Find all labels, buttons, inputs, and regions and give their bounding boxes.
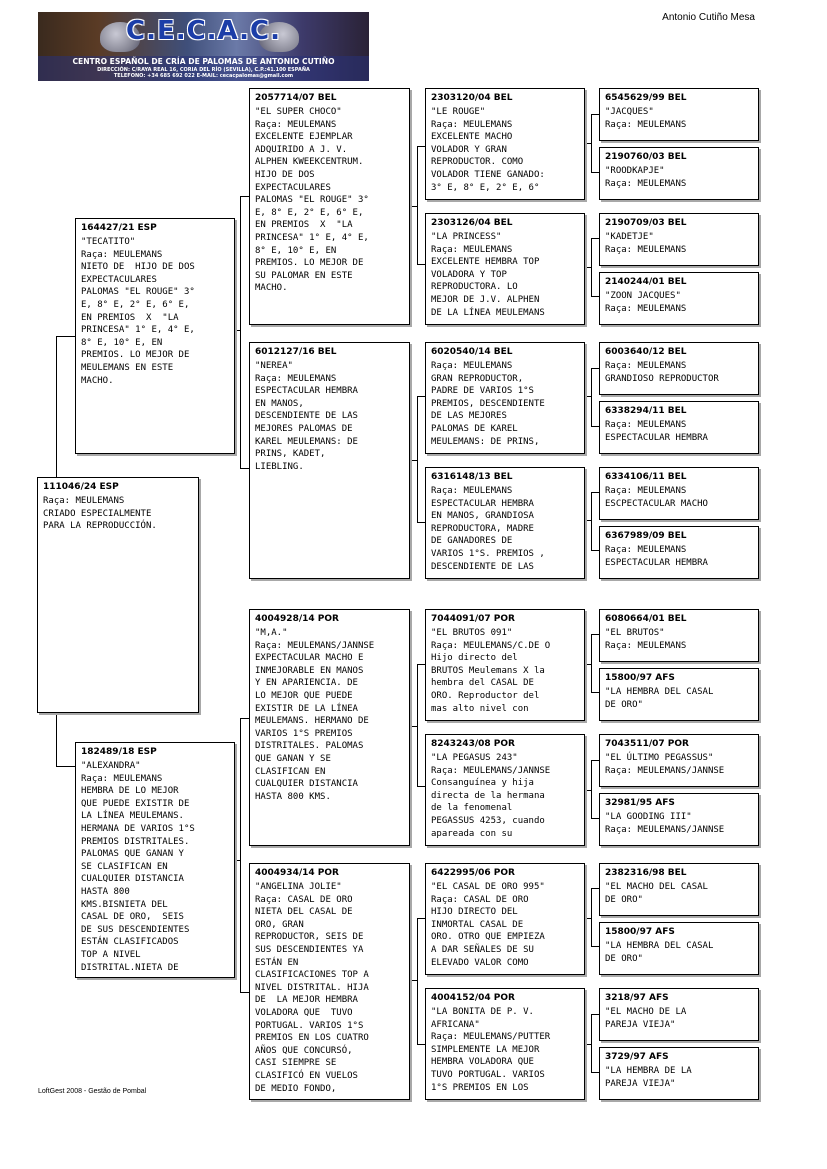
- ring-number: 6545629/99 BEL: [605, 93, 687, 103]
- pigeon-description: Raça: MEULEMANS ESCPECTACULAR MACHO: [605, 486, 708, 509]
- ring-number: 6080664/01 BEL: [605, 614, 687, 624]
- pedigree-card-ggparent[interactable]: [425, 213, 585, 325]
- connector: [591, 634, 599, 635]
- connector: [591, 492, 592, 550]
- pedigree-card-ggparent[interactable]: [425, 342, 585, 454]
- ring-number: 3218/97 AFS: [605, 993, 669, 1003]
- connector: [417, 664, 425, 665]
- pigeon-description: "ROODKAPJE" Raça: MEULEMANS: [605, 166, 687, 189]
- ring-number: 2057714/07 BEL: [255, 93, 337, 103]
- pigeon-description: Raça: MEULEMANS GRAN REPRODUCTOR, PADRE DE VARIOS 1°S PREMIOS, DESCENDIENTE DE LAS MEJORES PALOMAS DE KAREL MEULEMANS: DE PRINS,: [431, 361, 545, 447]
- ring-number: 2140244/01 BEL: [605, 277, 687, 287]
- pigeon-description: Raça: MEULEMANS CRIADO ESPECIALMENTE PARA LA REPRODUCCIÓN.: [43, 496, 157, 532]
- connector: [417, 918, 425, 919]
- ring-number: 7043511/07 POR: [605, 739, 689, 749]
- pigeon-description: "ALEXANDRA" Raça: MEULEMANS HEMBRA DE LO MEJOR QUE PUEDE EXISTIR DE LA LÍNEA MEULEMANS. HERMANA DE VARIOS 1°S PREMIOS DISTRITALES. PALOMAS QUE GANAN Y SE CLASIFICAN EN CUALQUIER DISTANCIA HASTA 800 KMS.BISNIETA DEL CASAL DE ORO, SEIS DE SUS DESCENDIENTES ESTÁN CLASIFICADOS TOP A NIVEL DISTRITAL.NIETA DE: [81, 761, 195, 973]
- connector: [591, 1014, 592, 1072]
- logo-phone: TELEFONO: +34 685 692 022 E-MAIL: cecacpalomas@gmail.com: [113, 73, 294, 79]
- pedigree-card-gggparent[interactable]: [599, 668, 759, 721]
- connector: [591, 888, 592, 946]
- ring-number: 6334106/11 BEL: [605, 472, 687, 482]
- pigeon-description: "LA HEMBRA DEL CASAL DE ORO": [605, 687, 714, 710]
- pigeon-description: "LA HEMBRA DEL CASAL DE ORO": [605, 941, 714, 964]
- pigeon-description: "EL MACHO DEL CASAL DE ORO": [605, 882, 708, 905]
- pigeon-description: "KADETJE" Raça: MEULEMANS: [605, 232, 687, 255]
- connector: [409, 980, 418, 981]
- connector: [584, 396, 592, 397]
- ring-number: 2190709/03 BEL: [605, 218, 687, 228]
- connector: [234, 860, 241, 861]
- pedigree-card-ggparent[interactable]: [425, 467, 585, 579]
- pigeon-description: "ZOON JACQUES" Raça: MEULEMANS: [605, 291, 687, 314]
- connector: [240, 468, 249, 469]
- connector: [56, 766, 75, 767]
- connector: [591, 818, 599, 819]
- pigeon-description: "LE ROUGE" Raça: MEULEMANS EXCELENTE MACHO VOLADOR Y GRAN REPRODUCTOR. COMO VOLADOR TIENE GANADO: 3° E, 8° E, 2° E, 6°: [431, 107, 545, 193]
- ring-number: 4004934/14 POR: [255, 868, 339, 878]
- ring-number: 15800/97 AFS: [605, 927, 675, 937]
- pigeon-description: "LA PEGASUS 243" Raça: MEULEMANS/JANNSE Consanguínea y hija directa de la hermana de la fenomenal PEGASSUS 4253, cuando apareada con su: [431, 753, 551, 839]
- connector: [240, 718, 249, 719]
- pedigree-card-ggparent[interactable]: [425, 863, 585, 975]
- pigeon-description: "EL CASAL DE ORO 995" Raça: CASAL DE ORO HIJO DIRECTO DEL INMORTAL CASAL DE ORO. OTRO QUE EMPIEZA A DAR SEÑALES DE SU ELEVADO VALOR COMO: [431, 882, 545, 968]
- pedigree-card-gggparent[interactable]: [599, 1047, 759, 1100]
- pedigree-card-gggparent[interactable]: [599, 147, 759, 200]
- pigeon-description: "EL ÚLTIMO PEGASSUS" Raça: MEULEMANS/JANNSE: [605, 753, 725, 776]
- pedigree-card-gggparent[interactable]: [599, 401, 759, 454]
- ring-number: 182489/18 ESP: [81, 747, 157, 757]
- pedigree-card-gggparent[interactable]: [599, 922, 759, 975]
- pigeon-description: "LA GOODING III" Raça: MEULEMANS/JANNSE: [605, 812, 725, 835]
- connector: [409, 460, 418, 461]
- pedigree-card-gggparent[interactable]: [599, 863, 759, 916]
- pigeon-description: "TECATITO" Raça: MEULEMANS NIETO DE HIJO DE DOS EXPECTACULARES PALOMAS "EL ROUGE" 3° E, 8° E, 2° E, 6° E, EN PREMIOS X "LA PRINCESA" 1° E, 4° E, 8° E, 10° E, EN PREMIOS. LO MEJOR DE MEULEMANS EN ESTE MACHO.: [81, 237, 195, 386]
- connector: [591, 296, 599, 297]
- ring-number: 4004152/04 POR: [431, 993, 515, 1003]
- ring-number: 6003640/12 BEL: [605, 347, 687, 357]
- pigeon-description: "EL BRUTOS 091" Raça: MEULEMANS/C.DE O Hijo directo del BRUTOS Meulemans X la hembra del CASAL DE ORO. Reproductor del mas alto nivel con: [431, 628, 551, 714]
- connector: [584, 267, 592, 268]
- connector: [417, 146, 425, 147]
- ring-number: 8243243/08 POR: [431, 739, 515, 749]
- connector: [409, 206, 418, 207]
- pigeon-description: "JACQUES" Raça: MEULEMANS: [605, 107, 687, 130]
- connector: [417, 918, 418, 1044]
- ring-number: 164427/21 ESP: [81, 223, 157, 233]
- connector: [56, 712, 57, 766]
- pedigree-card-gggparent[interactable]: [599, 213, 759, 266]
- pedigree-card-gggparent[interactable]: [599, 988, 759, 1041]
- ring-number: 2190760/03 BEL: [605, 152, 687, 162]
- pigeon-description: Raça: MEULEMANS ESPECTACULAR HEMBRA: [605, 420, 708, 443]
- pedigree-card-gggparent[interactable]: [599, 609, 759, 662]
- connector: [240, 992, 249, 993]
- ring-number: 6338294/11 BEL: [605, 406, 687, 416]
- pigeon-description: "EL SUPER CHOCO" Raça: MEULEMANS EXCELENTE EJEMPLAR ADQUIRIDO A J. V. ALPHEN KWEEKCENTRUM. HIJO DE DOS EXPECTACULARES PALOMAS "EL ROUGE" 3° E, 8° E, 2° E, 6° E, EN PREMIOS X "LA PRINCESA" 1° E, 4° E, 8° E, 10° E, EN PREMIOS. LO MEJOR DE SU PALOMAR EN ESTE MACHO.: [255, 107, 369, 294]
- pigeon-description: Raça: MEULEMANS ESPECTACULAR HEMBRA EN MANOS, GRANDIOSA REPRODUCTORA, MADRE DE GANADORES DE VARIOS 1°S. PREMIOS , DESCENDIENTE DE LAS: [431, 486, 545, 572]
- connector: [591, 888, 599, 889]
- pedigree-card-subject[interactable]: [37, 477, 199, 713]
- pedigree-card-ggparent[interactable]: [425, 734, 585, 846]
- pedigree-card-dam[interactable]: [75, 742, 235, 978]
- pigeon-description: "LA BONITA DE P. V. AFRICANA" Raça: MEULEMANS/PUTTER SIMPLEMENTE LA MEJOR HEMBRA VOLADORA QUE TUVO PORTUGAL. VARIOS 1°S PREMIOS EN LOS: [431, 1007, 551, 1093]
- connector: [417, 664, 418, 786]
- connector: [417, 1044, 425, 1045]
- connector: [584, 790, 592, 791]
- pedigree-card-gggparent[interactable]: [599, 88, 759, 141]
- connector: [417, 522, 425, 523]
- cecac-logo: [38, 12, 369, 81]
- pedigree-card-gggparent[interactable]: [599, 342, 759, 395]
- ring-number: 7044091/07 POR: [431, 614, 515, 624]
- connector: [234, 330, 241, 331]
- pigeon-description: Raça: MEULEMANS GRANDIOSO REPRODUCTOR: [605, 361, 719, 384]
- pedigree-card-ggparent[interactable]: [425, 609, 585, 721]
- connector: [417, 146, 418, 264]
- pigeon-description: "EL BRUTOS" Raça: MEULEMANS: [605, 628, 687, 651]
- connector: [584, 520, 592, 521]
- pigeon-description: "LA HEMBRA DE LA PAREJA VIEJA": [605, 1066, 692, 1089]
- pigeon-description: Raça: MEULEMANS ESPECTACULAR HEMBRA: [605, 545, 708, 568]
- ring-number: 6316148/13 BEL: [431, 472, 513, 482]
- connector: [591, 426, 599, 427]
- ring-number: 15800/97 AFS: [605, 673, 675, 683]
- pedigree-card-gggparent[interactable]: [599, 467, 759, 520]
- ring-number: 32981/95 AFS: [605, 798, 675, 808]
- connector: [591, 172, 599, 173]
- pedigree-card-ggparent[interactable]: [425, 988, 585, 1100]
- connector: [584, 664, 592, 665]
- pedigree-card-granddam-paternal[interactable]: [249, 342, 410, 579]
- pedigree-card-gggparent[interactable]: [599, 734, 759, 787]
- ring-number: 111046/24 ESP: [43, 482, 119, 492]
- connector: [591, 760, 599, 761]
- pedigree-card-sire[interactable]: [75, 218, 235, 454]
- pigeon-description: "NEREA" Raça: MEULEMANS ESPECTACULAR HEMBRA EN MANOS, DESCENDIENTE DE LAS MEJORES PALOMAS DE KAREL MEULEMANS: DE PRINS, KADET, LIEBLING.: [255, 361, 358, 472]
- connector: [56, 336, 57, 477]
- connector: [240, 196, 241, 468]
- connector: [591, 1072, 599, 1073]
- connector: [591, 238, 599, 239]
- pedigree-card-gggparent[interactable]: [599, 526, 759, 579]
- ring-number: 2303126/04 BEL: [431, 218, 513, 228]
- owner-name: Antonio Cutiño Mesa: [662, 12, 755, 23]
- ring-number: 4004928/14 POR: [255, 614, 339, 624]
- ring-number: 6367989/09 BEL: [605, 531, 687, 541]
- ring-number: 3729/97 AFS: [605, 1052, 669, 1062]
- pedigree-card-grandsire-paternal[interactable]: [249, 88, 410, 325]
- connector: [240, 718, 241, 992]
- connector: [417, 396, 418, 522]
- connector: [584, 918, 592, 919]
- connector: [417, 264, 425, 265]
- pigeon-description: "EL MACHO DE LA PAREJA VIEJA": [605, 1007, 687, 1030]
- logo-title: C.E.C.A.C.: [126, 16, 281, 46]
- logo-address: DIRECCIÓN: C/RAYA REAL 16, CORIA DEL RÍO (SEVILLA), C.P.:41.100 ESPAÑA: [97, 67, 310, 73]
- ring-number: 6422995/06 POR: [431, 868, 515, 878]
- connector: [584, 1044, 592, 1045]
- ring-number: 2382316/98 BEL: [605, 868, 687, 878]
- connector: [56, 336, 75, 337]
- connector: [591, 1014, 599, 1015]
- pigeon-description: "ANGELINA JOLIE" Raça: CASAL DE ORO NIETA DEL CASAL DE ORO, GRAN REPRODUCTOR, SEIS DE SUS DESCENDIENTES YA ESTÁN EN CLASIFICACIONES TOP A NIVEL DISTRITAL. HIJA DE LA MEJOR HEMBRA VOLADORA QUE TUVO PORTUGAL. VARIOS 1°S PREMIOS EN LOS CUATRO AÑOS QUE CONCURSÓ, CASI SIEMPRE SE CLASIFICÓ EN VUELOS DE MEDIO FONDO,: [255, 882, 369, 1094]
- connector: [409, 726, 418, 727]
- connector: [591, 692, 599, 693]
- pedigree-card-ggparent[interactable]: [425, 88, 585, 200]
- footer-software-credit: LoftGest 2008 - Gestão de Pombal: [38, 1088, 147, 1095]
- pigeon-description: "LA PRINCESS" Raça: MEULEMANS EXCELENTE HEMBRA TOP VOLADORA Y TOP REPRODUCTORA. LO MEJOR DE J.V. ALPHEN DE LA LÍNEA MEULEMANS: [431, 232, 545, 318]
- connector: [417, 396, 425, 397]
- connector: [591, 760, 592, 818]
- connector: [591, 368, 599, 369]
- ring-number: 2303120/04 BEL: [431, 93, 513, 103]
- logo-subtitle: CENTRO ESPAÑOL DE CRÍA DE PALOMAS DE ANTONIO CUTIÑO: [72, 57, 335, 66]
- connector: [417, 786, 425, 787]
- pedigree-card-gggparent[interactable]: [599, 793, 759, 846]
- connector: [584, 143, 592, 144]
- connector: [591, 634, 592, 692]
- connector: [591, 550, 599, 551]
- connector: [591, 114, 599, 115]
- ring-number: 6012127/16 BEL: [255, 347, 337, 357]
- connector: [591, 368, 592, 426]
- pigeon-description: "M,A." Raça: MEULEMANS/JANNSE EXPECTACULAR MACHO E INMEJORABLE EN MANOS Y EN APARIENCIA. DE LO MEJOR QUE PUEDE EXISTIR DE LA LÍNEA MEULEMANS. HERMANO DE VARIOS 1°S PREMIOS DISTRITALES. PALOMAS QUE GANAN Y SE CLASIFICAN EN CUALQUIER DISTANCIA HASTA 800 KMS.: [255, 628, 375, 802]
- connector: [591, 492, 599, 493]
- connector: [240, 196, 249, 197]
- ring-number: 6020540/14 BEL: [431, 347, 513, 357]
- pedigree-card-grandsire-maternal[interactable]: [249, 609, 410, 846]
- pedigree-card-gggparent[interactable]: [599, 272, 759, 325]
- connector: [591, 946, 599, 947]
- pedigree-card-granddam-maternal[interactable]: [249, 863, 410, 1100]
